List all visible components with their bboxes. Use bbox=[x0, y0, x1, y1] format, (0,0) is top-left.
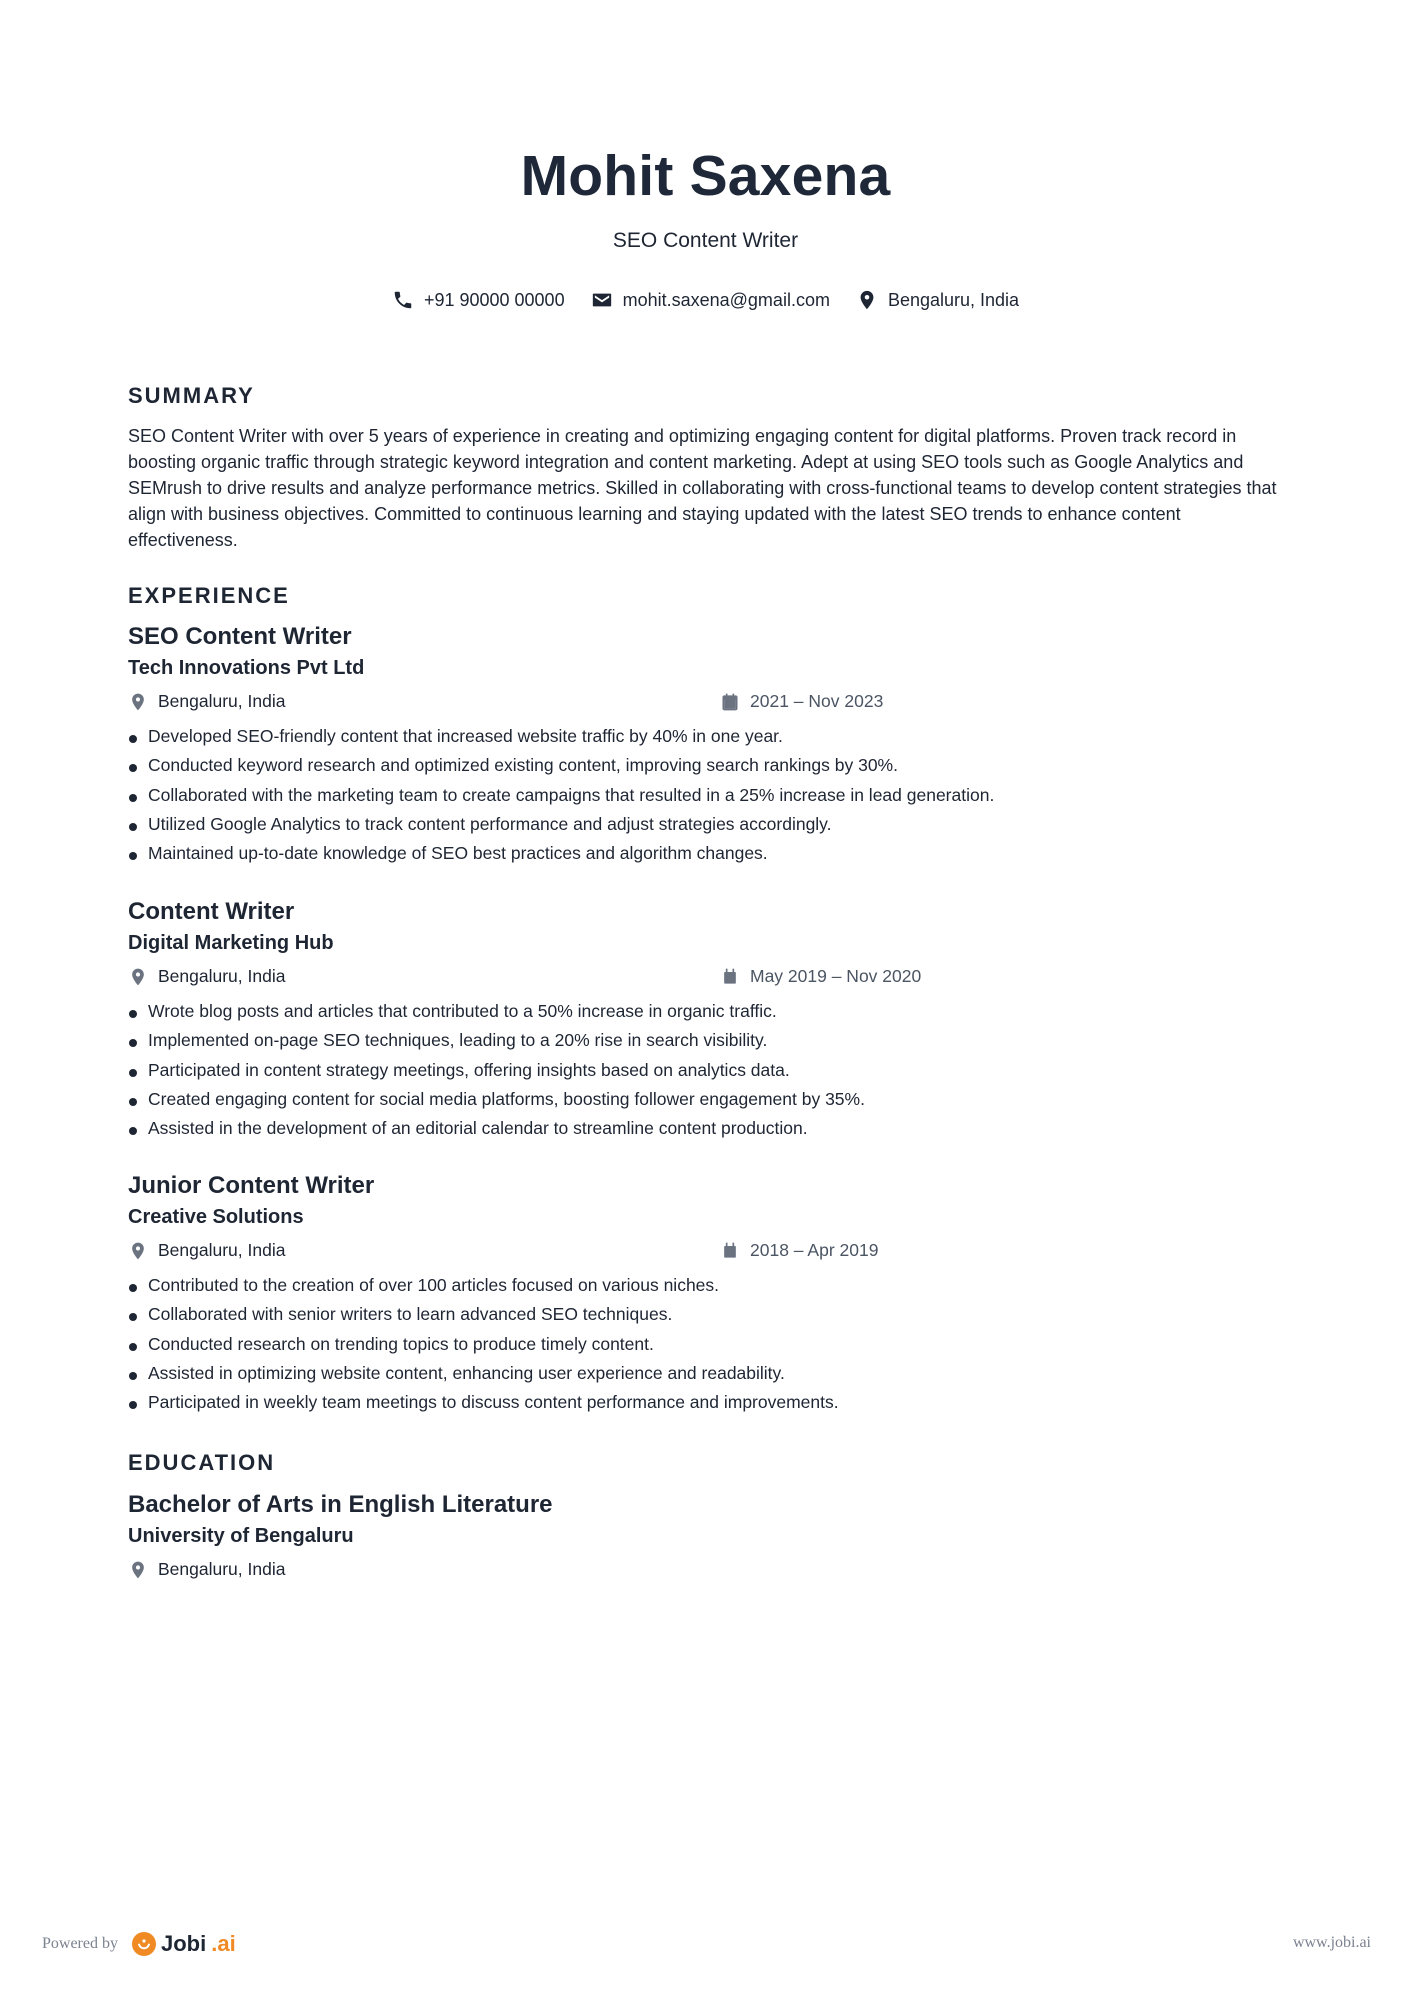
jobi-logo-suffix: .ai bbox=[211, 1931, 236, 1956]
bullet-item: Developed SEO-friendly content that increased website traffic by 40% in one year. bbox=[128, 722, 1283, 751]
job-entry bbox=[128, 622, 1283, 868]
bullet-item: Assisted in the development of an editorial calendar to streamline content production. bbox=[128, 1114, 1283, 1143]
calendar-icon bbox=[720, 1241, 740, 1261]
footer-website[interactable]: www.jobi.ai bbox=[1292, 1934, 1371, 1951]
phone-icon bbox=[392, 289, 414, 311]
bullet-item: Implemented on-page SEO techniques, leading to a 20% rise in search visibility. bbox=[128, 1026, 1283, 1055]
school-name: University of Bengaluru bbox=[128, 1525, 354, 1547]
bullet-item: Conducted research on trending topics to produce timely content. bbox=[128, 1330, 1283, 1359]
candidate-title: SEO Content Writer bbox=[612, 229, 799, 252]
location-pin-icon bbox=[128, 967, 148, 987]
bullet-item: Assisted in optimizing website content, enhancing user experience and readability. bbox=[128, 1359, 1283, 1388]
job-bullets bbox=[128, 1271, 1283, 1417]
contact-email[interactable] bbox=[591, 288, 830, 312]
job-location bbox=[128, 1240, 285, 1261]
job-company: Tech Innovations Pvt Ltd bbox=[128, 657, 365, 679]
calendar-icon bbox=[720, 692, 740, 712]
bullet-item: Maintained up-to-date knowledge of SEO best practices and algorithm changes. bbox=[128, 839, 1283, 868]
location-pin-icon bbox=[128, 692, 148, 712]
location-pin-icon bbox=[128, 1560, 148, 1580]
phone-text: +91 90000 00000 bbox=[423, 290, 565, 310]
job-entry bbox=[128, 897, 1283, 1143]
jobi-logo-text: Jobi bbox=[160, 1931, 207, 1956]
email-text[interactable]: mohit.saxena@gmail.com bbox=[622, 290, 830, 310]
bullet-item: Utilized Google Analytics to track content performance and adjust strategies accordingly. bbox=[128, 810, 1283, 839]
bullet-item: Participated in content strategy meetings, offering insights based on analytics data. bbox=[128, 1056, 1283, 1085]
job-title: Junior Content Writer bbox=[128, 1172, 375, 1199]
bullet-item: Collaborated with the marketing team to create campaigns that resulted in a 25% increase in lead generation. bbox=[128, 781, 1283, 810]
job-dates bbox=[720, 1240, 878, 1261]
bullet-item: Created engaging content for social media platforms, boosting follower engagement by 35%. bbox=[128, 1085, 1283, 1114]
job-bullets bbox=[128, 997, 1283, 1143]
education-entry bbox=[128, 1490, 1283, 1585]
candidate-name: Mohit Saxena bbox=[520, 144, 891, 208]
bullet-item: Contributed to the creation of over 100 articles focused on various niches. bbox=[128, 1271, 1283, 1300]
job-location-text: Bengaluru, India bbox=[158, 691, 286, 711]
location-text: Bengaluru, India bbox=[887, 290, 1020, 310]
job-dates-text: May 2019 – Nov 2020 bbox=[750, 966, 922, 986]
job-title: Content Writer bbox=[128, 898, 295, 925]
education-heading: EDUCATION bbox=[128, 1450, 276, 1475]
bullet-item: Collaborated with senior writers to learn advanced SEO techniques. bbox=[128, 1300, 1283, 1329]
job-meta bbox=[128, 1240, 1283, 1266]
contact-bar bbox=[128, 288, 1283, 312]
footer-powered-by bbox=[42, 1931, 236, 1957]
job-meta bbox=[128, 966, 1283, 992]
job-dates bbox=[720, 691, 883, 712]
education-location-text: Bengaluru, India bbox=[158, 1559, 286, 1579]
degree-title: Bachelor of Arts in English Literature bbox=[128, 1491, 553, 1518]
summary-text: SEO Content Writer with over 5 years of experience in creating and optimizing engaging content for digital platforms. Proven track record in boosting organic traffic through strategic keyword integration and content marketing. Adept at using SEO tools such as Google Analytics and SEMrush to drive results and analyze performance metrics. Skilled in collaborating with cross-functional teams to develop content strategies that align with business objectives. Committed to continuous learning and staying updated with the latest SEO trends to enhance content effectiveness. bbox=[128, 426, 1277, 550]
job-dates bbox=[720, 966, 921, 987]
powered-by-text: Powered by bbox=[42, 1935, 118, 1952]
job-meta bbox=[128, 691, 1283, 717]
job-location-text: Bengaluru, India bbox=[158, 1240, 286, 1260]
job-company: Digital Marketing Hub bbox=[128, 932, 334, 954]
job-location-text: Bengaluru, India bbox=[158, 966, 286, 986]
job-title: SEO Content Writer bbox=[128, 623, 352, 650]
location-pin-icon bbox=[856, 289, 878, 311]
location-pin-icon bbox=[128, 1241, 148, 1261]
bullet-item: Conducted keyword research and optimized existing content, improving search rankings by 30%. bbox=[128, 751, 1283, 780]
education-meta bbox=[128, 1559, 1283, 1585]
job-location bbox=[128, 966, 285, 987]
jobi-logo-icon bbox=[132, 1932, 156, 1956]
job-dates-text: 2021 – Nov 2023 bbox=[750, 691, 884, 711]
contact-location bbox=[856, 288, 1019, 312]
calendar-icon bbox=[720, 967, 740, 987]
job-bullets bbox=[128, 722, 1283, 868]
contact-phone bbox=[392, 288, 565, 312]
job-location bbox=[128, 691, 285, 712]
job-entry bbox=[128, 1171, 1283, 1417]
jobi-logo[interactable] bbox=[132, 1931, 236, 1957]
bullet-item: Wrote blog posts and articles that contributed to a 50% increase in organic traffic. bbox=[128, 997, 1283, 1026]
bullet-item: Participated in weekly team meetings to discuss content performance and improvements. bbox=[128, 1388, 1283, 1417]
email-icon bbox=[591, 289, 613, 311]
summary-heading: SUMMARY bbox=[128, 383, 255, 408]
job-company: Creative Solutions bbox=[128, 1206, 304, 1228]
experience-heading: EXPERIENCE bbox=[128, 583, 290, 608]
education-location bbox=[128, 1559, 285, 1580]
job-dates-text: 2018 – Apr 2019 bbox=[750, 1240, 879, 1260]
